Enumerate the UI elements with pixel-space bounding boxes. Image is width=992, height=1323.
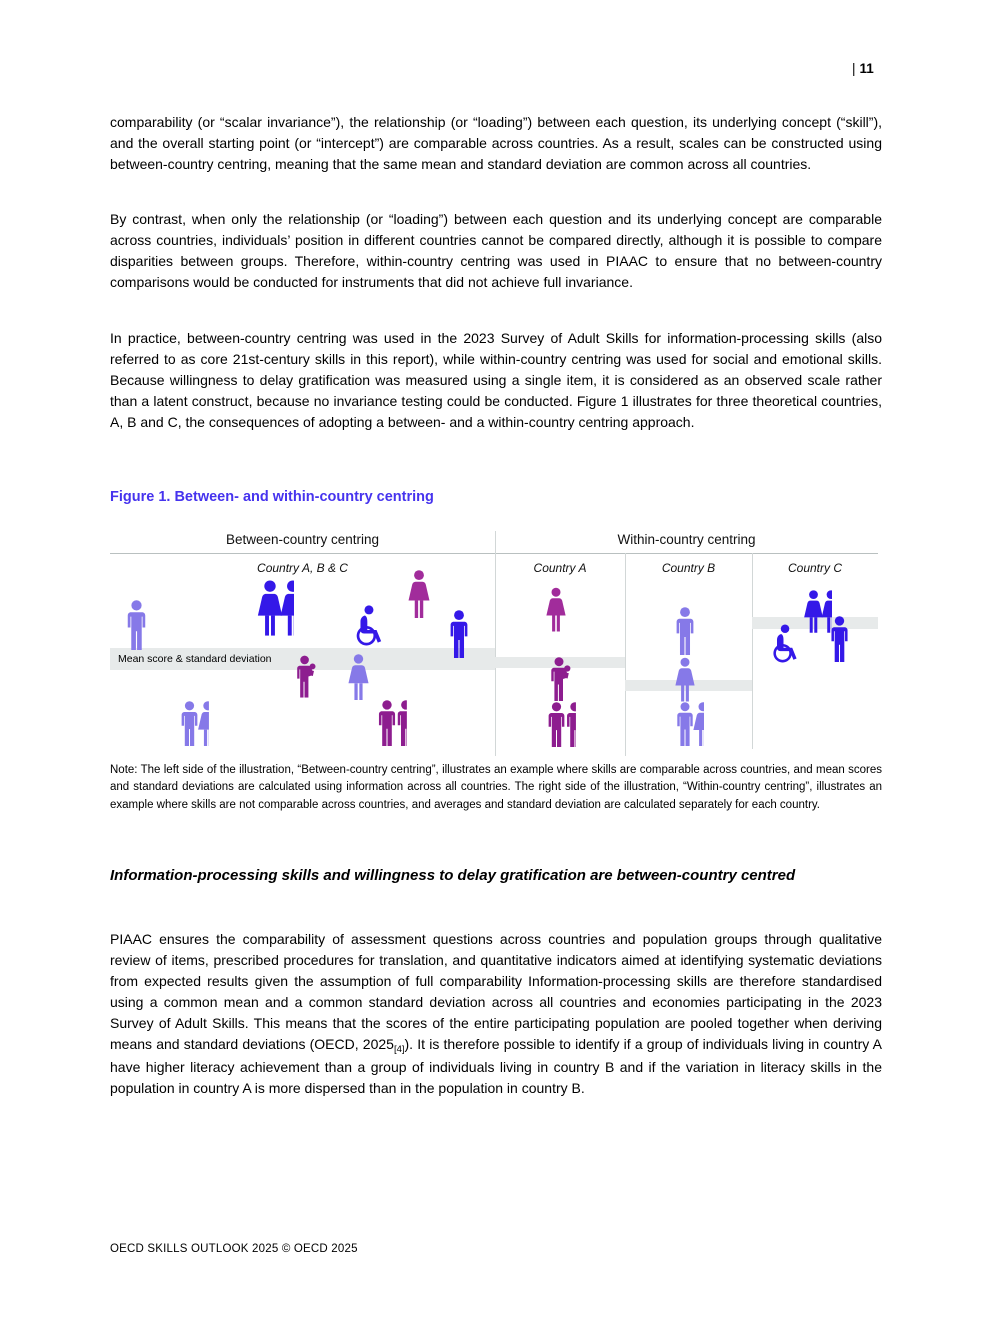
wheelchair-icon [770, 624, 803, 665]
couple-ww-icon [246, 580, 294, 636]
figure-canvas [110, 531, 878, 756]
parent-baby-icon [295, 655, 318, 698]
paragraph-4-text: PIAAC ensures the comparability of assessment questions across countries and population groups through qualitative review of items, prescribed procedures for translation, and quantitative indicators aimed at identifying systematic deviations from expected results given the assumption of full comparability Information-processing skills are therefore standardised using a common mean and a common standard deviation across all countries and economies participating in the 2023 Survey of Adult Skills. This means that the scores of the entire participating population are pooled together when deriving means and standard deviations (OECD, 2025 [110, 931, 882, 1052]
wheelchair-icon [353, 605, 388, 648]
label-country-b: Country B [661, 561, 716, 575]
page-number-value: 11 [859, 61, 874, 76]
man-icon [829, 616, 850, 662]
man-icon [674, 607, 696, 655]
figure-title: Figure 1. Between- and within-country centring [110, 489, 434, 505]
paragraph-4-text-cont: ). It is therefore possible to identify if a group of individuals living in country A have higher literacy achievement than a group of individuals living in country B and if the variation in literacy skills in the population in country A is more dispersed than in the population in country B. [110, 1036, 882, 1096]
page-number [852, 61, 874, 76]
citation-ref: [4] [393, 1044, 405, 1055]
woman-icon [408, 570, 430, 618]
paragraph-4 [110, 929, 882, 1099]
man-icon [448, 610, 470, 658]
label-country-c: Country C [787, 561, 843, 575]
man-icon [125, 600, 148, 650]
label-country-a: Country A [533, 561, 587, 575]
paragraph-1: comparability (or “scalar invariance”), the relationship (or “loading”) between each question, its underlying concept (“skill”), and the overall starting point (or “intercept”) are comparable across countries. As a result, scales can be constructed using between-country centring, meaning that the same mean and standard deviation are common across all countries. [110, 114, 882, 172]
mean-band-between: Mean score & standard deviation [110, 648, 495, 670]
woman-icon [348, 654, 369, 700]
couple-mw-icon [666, 702, 704, 746]
figure-header-rule [110, 553, 878, 554]
parent-baby-icon [549, 657, 573, 701]
couple-mm-icon [367, 700, 407, 746]
figure-note: Note: The left side of the illustration, “Between-country centring”, illustrates an example where skills are comparable across countries, and mean scores and standard deviations are calculated using information across all countries. The right side of the illustration, “Within-country centring”, illustrates an example where skills are not comparable across countries, and averages and standard deviation are calculated separately for each country. [110, 764, 882, 811]
woman-icon [546, 587, 566, 632]
paragraph-2: By contrast, when only the relationship (or “loading”) between each question and its underlying concept are comparable across countries, individuals’ position in different countries cannot be compared directly, although it is possible to compare disparities between groups. Therefore, within-country centring was used in PIAAC to ensure that no between-country comparisons would be conducted for instruments that did not achieve full invariance. [110, 211, 882, 290]
couple-mm-icon [537, 702, 576, 747]
figure-left-panel-title: Between-country centring [225, 532, 380, 547]
section-heading: Information-processing skills and willingness to delay gratification are between-country centred [110, 867, 796, 884]
woman-icon [675, 657, 695, 702]
label-country-abc: Country A, B & C [257, 561, 348, 575]
couple-mw-icon [170, 701, 209, 746]
paragraph-3: In practice, between-country centring was used in the 2023 Survey of Adult Skills for information-processing skills (also referred to as core 21st-century skills in this report), while within-country centring was used for social and emotional skills. Because willingness to delay gratification was measured using a single item, it is considered as an observed scale rather than a latent construct, because no invariance testing could be conducted. Figure 1 illustrates for three theoretical countries, A, B and C, the consequences of adopting a between- and a within-country centring approach. [110, 330, 882, 430]
page-number-bar: | [852, 61, 856, 76]
figure-divider-country-a-b [625, 553, 626, 756]
figure-right-panel-title: Within-country centring [617, 532, 756, 547]
figure-divider-country-b-c [752, 553, 753, 749]
page-footer: OECD SKILLS OUTLOOK 2025 © OECD 2025 [110, 1243, 358, 1255]
